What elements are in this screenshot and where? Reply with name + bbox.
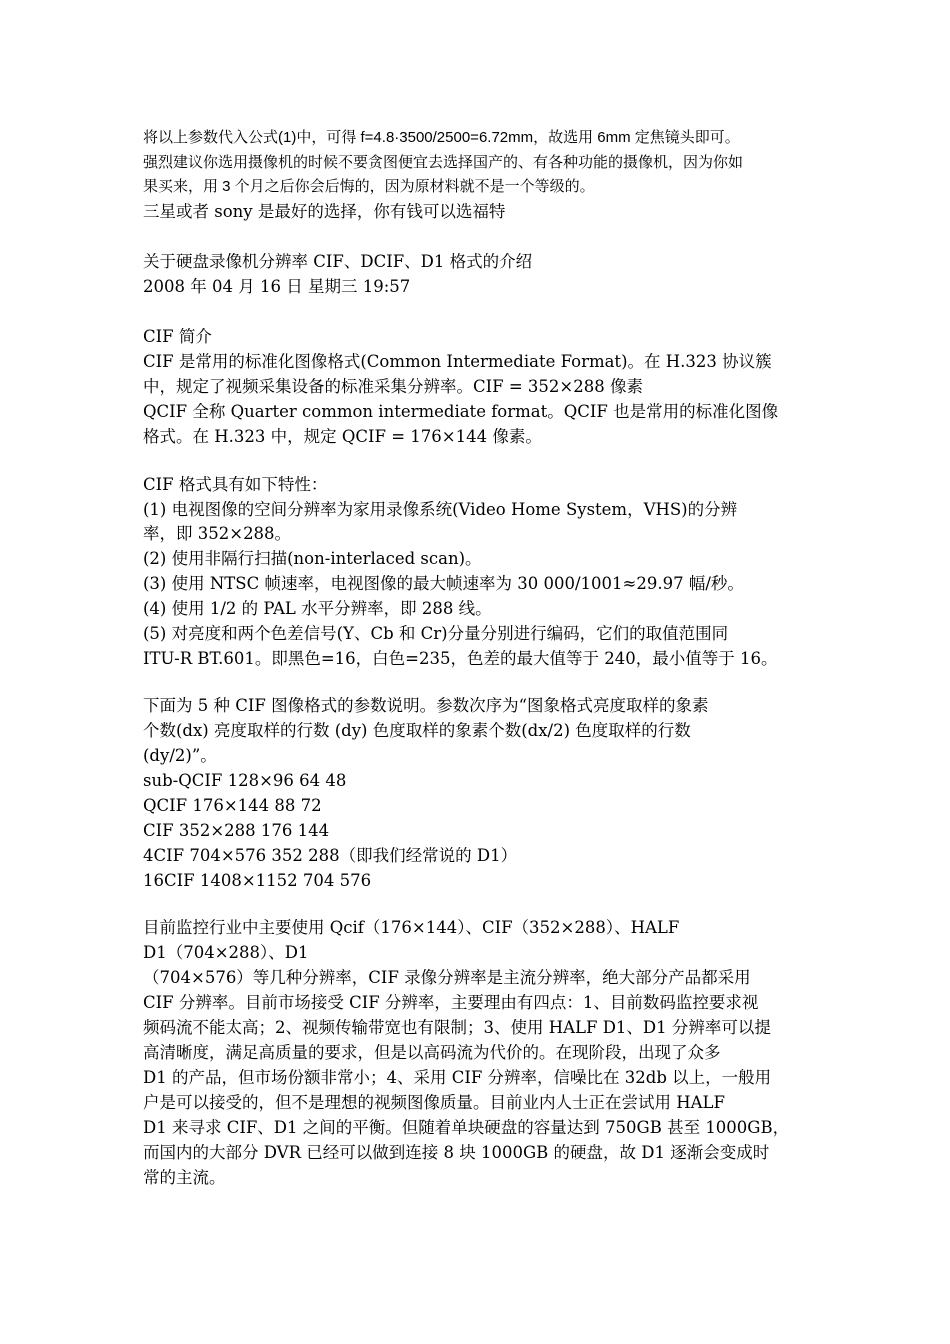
section-heading: CIF 格式具有如下特性： bbox=[143, 475, 328, 494]
text-line: 将以上参数代入公式(1)中，可得 f=4.8·3500/2500=6.72mm，故选用 6mm 定焦镜头即可。 bbox=[143, 129, 740, 146]
list-item: ITU-R BT.601。即黑色=16，白色=235，色差的最大值等于 240，最小值等于 16。 bbox=[143, 649, 778, 668]
text-line: 常的主流。 bbox=[143, 1168, 226, 1187]
text-line: 格式。在 H.323 中，规定 QCIF = 176×144 像素。 bbox=[143, 427, 542, 446]
format-row: sub-QCIF 128×96 64 48 bbox=[143, 771, 347, 790]
text-line: 而国内的大部分 DVR 已经可以做到连接 8 块 1000GB 的硬盘，故 D1 逐渐会变成时 bbox=[143, 1143, 770, 1162]
text-line: 中，规定了视频采集设备的标准采集分辨率。CIF = 352×288 像素 bbox=[143, 377, 643, 396]
text-line: 个数(dx) 亮度取样的行数 (dy) 色度取样的象素个数(dx/2) 色度取样的行数 bbox=[143, 721, 691, 740]
text-line: 高清晰度，满足高质量的要求，但是以高码流为代价的。在现阶段，出现了众多 bbox=[143, 1043, 721, 1062]
section-heading: CIF 简介 bbox=[143, 327, 212, 346]
text-line: QCIF 全称 Quarter common intermediate format。QCIF 也是常用的标准化图像 bbox=[143, 402, 779, 421]
format-row: QCIF 176×144 88 72 bbox=[143, 796, 322, 815]
recommend-line: 三星或者 sony 是最好的选择，你有钱可以选福特 bbox=[143, 202, 506, 221]
text-line: (dy/2)”。 bbox=[143, 746, 217, 765]
text-line: 强烈建议你选用摄像机的时候不要贪图便宜去选择国产的、有各种功能的摄像机，因为你如 bbox=[143, 154, 744, 171]
list-item: (3) 使用 NTSC 帧速率，电视图像的最大帧速率为 30 000/1001≈29.97 幅/秒。 bbox=[143, 574, 744, 593]
format-row: 4CIF 704×576 352 288（即我们经常说的 D1） bbox=[143, 846, 518, 865]
text-line: CIF 分辨率。目前市场接受 CIF 分辨率，主要理由有四点：1、目前数码监控要求视 bbox=[143, 993, 759, 1012]
text-line: 户是可以接受的，但不是理想的视频图像质量。目前业内人士正在尝试用 HALF bbox=[143, 1093, 725, 1112]
article-date: 2008 年 04 月 16 日 星期三 19:57 bbox=[143, 277, 411, 296]
text-line: D1 来寻求 CIF、D1 之间的平衡。但随着单块硬盘的容量达到 750GB 甚至 1000GB， bbox=[143, 1118, 790, 1137]
list-item: (1) 电视图像的空间分辨率为家用录像系统(Video Home System，VHS)的分辨 bbox=[143, 500, 738, 519]
text-line: 下面为 5 种 CIF 图像格式的参数说明。参数次序为“图象格式亮度取样的象素 bbox=[143, 696, 709, 715]
text-line: D1（704×288）、D1 bbox=[143, 943, 309, 962]
text-line: （704×576）等几种分辨率，CIF 录像分辨率是主流分辨率，绝大部分产品都采用 bbox=[143, 968, 751, 987]
text-line: D1 的产品，但市场份额非常小；4、采用 CIF 分辨率，信噪比在 32db 以上，一般用 bbox=[143, 1068, 772, 1087]
text-line: 目前监控行业中主要使用 Qcif（176×144）、CIF（352×288）、HALF bbox=[143, 918, 680, 937]
text-line: 频码流不能太高；2、视频传输带宽也有限制；3、使用 HALF D1、D1 分辨率可以提 bbox=[143, 1018, 771, 1037]
text-line: 果买来，用 3 个月之后你会后悔的，因为原材料就不是一个等级的。 bbox=[143, 178, 595, 195]
list-item: (5) 对亮度和两个色差信号(Y、Cb 和 Cr)分量分别进行编码，它们的取值范围同 bbox=[143, 624, 729, 643]
format-row: CIF 352×288 176 144 bbox=[143, 821, 330, 840]
list-item: 率，即 352×288。 bbox=[143, 524, 292, 543]
list-item: (4) 使用 1/2 的 PAL 水平分辨率，即 288 线。 bbox=[143, 599, 492, 618]
article-title: 关于硬盘录像机分辨率 CIF、DCIF、D1 格式的介绍 bbox=[143, 252, 533, 271]
format-row: 16CIF 1408×1152 704 576 bbox=[143, 871, 372, 890]
list-item: (2) 使用非隔行扫描(non-interlaced scan)。 bbox=[143, 549, 482, 568]
text-line: CIF 是常用的标准化图像格式(Common Intermediate Format)。在 H.323 协议簇 bbox=[143, 352, 772, 371]
